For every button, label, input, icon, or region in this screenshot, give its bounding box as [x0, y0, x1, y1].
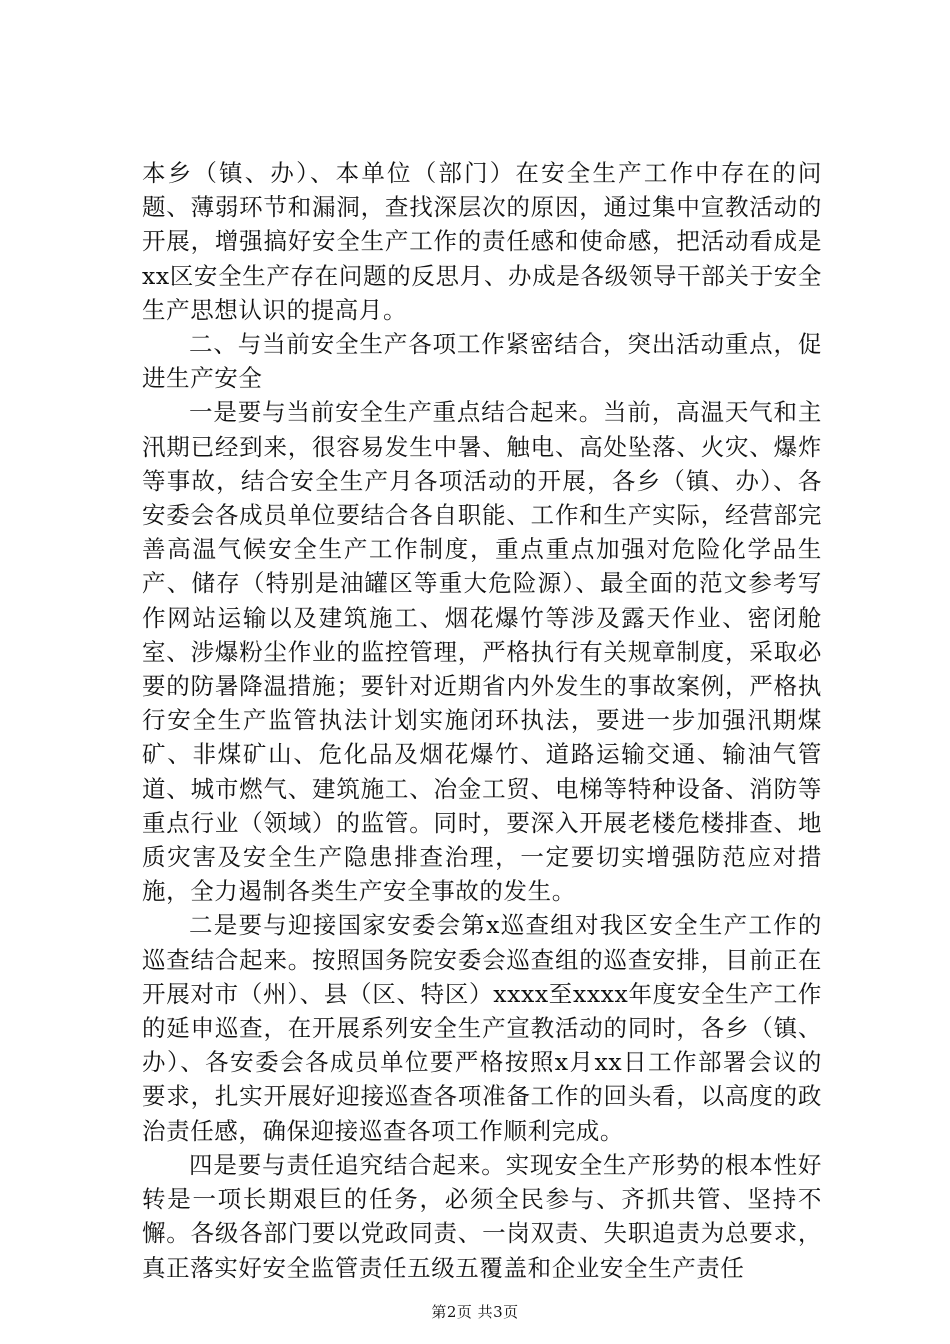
- paragraph-4: 二是要与迎接国家安委会第x巡查组对我区安全生产工作的巡查结合起来。按照国务院安委会巡查组的巡查安排，目前正在开展对市（州）、县（区、特区）xxxx至xxxx年度安全生产工作的延申巡查，在开展系列安全生产宣教活动的同时，各乡（镇、办）、各安委会各成员单位要严格按照x月xx日工作部署会议的要求，扎实开展好迎接巡查各项准备工作的回头看，以高度的政治责任感，确保迎接巡查各项工作顺利完成。: [142, 911, 822, 1145]
- section-heading-2: 二、与当前安全生产各项工作紧密结合，突出活动重点，促进生产安全: [142, 330, 822, 393]
- paragraph-3: 一是要与当前安全生产重点结合起来。当前，高温天气和主汛期已经到来，很容易发生中暑、触电、高处坠落、火灾、爆炸等事故，结合安全生产月各项活动的开展，各乡（镇、办）、各安委会各成员单位要结合各自职能、工作和生产实际，经营部完善高温气候安全生产工作制度，重点重点加强对危险化学品生产、储存（特别是油罐区等重大危险源）、最全面的范文参考写作网站运输以及建筑施工、烟花爆竹等涉及露天作业、密闭舱室、涉爆粉尘作业的监控管理，严格执行有关规章制度，采取必要的防暑降温措施；要针对近期省内外发生的事故案例，严格执行安全生产监管执法计划实施闭环执法，要进一步加强汛期煤矿、非煤矿山、危化品及烟花爆竹、道路运输交通、输油气管道、城市燃气、建筑施工、冶金工贸、电梯等特种设备、消防等重点行业（领域）的监管。同时，要深入开展老楼危楼排查、地质灾害及安全生产隐患排查治理，一定要切实增强防范应对措施，全力遏制各类生产安全事故的发生。: [142, 398, 822, 906]
- document-body: [142, 156, 822, 1285]
- paragraph-5: 四是要与责任追究结合起来。实现安全生产形势的根本性好转是一项长期艰巨的任务，必须全民参与、齐抓共管、坚持不懈。各级各部门要以党政同责、一岗双责、失职追责为总要求，真正落实好安全监管责任五级五覆盖和企业安全生产责任: [142, 1150, 822, 1282]
- paragraph-1: 本乡（镇、办）、本单位（部门）在安全生产工作中存在的问题、薄弱环节和漏洞，查找深层次的原因，通过集中宣教活动的开展，增强搞好安全生产工作的责任感和使命感，把活动看成是xx区安全生产存在问题的反思月、办成是各级领导干部关于安全生产思想认识的提高月。: [142, 159, 822, 324]
- page-number-footer: 第2页 共3页: [431, 1303, 519, 1321]
